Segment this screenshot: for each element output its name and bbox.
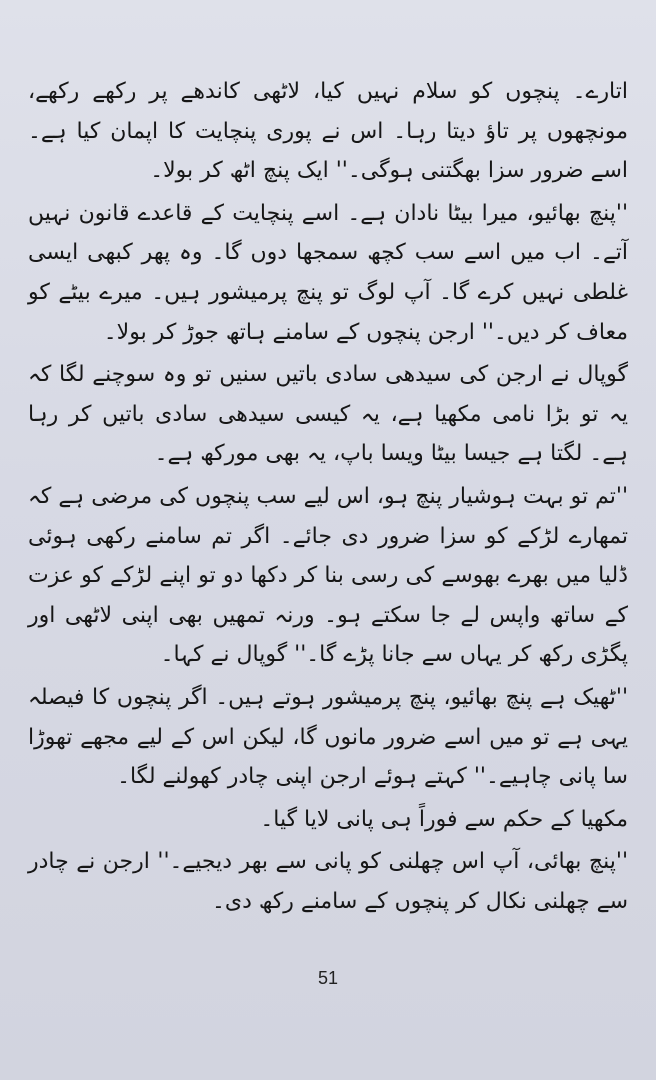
page-body-text: [28, 72, 628, 924]
paragraph: اتارے۔ پنچوں کو سلام نہیں کیا، لاٹھی کاندھے پر رکھے رکھے، مونچھوں پر تاؤ دیتا رہا۔ اس نے پوری پنچایت کا اپمان کیا ہے۔ اسے ضرور سزا بھگتنی ہوگی۔'' ایک پنچ اٹھ کر بولا۔: [28, 79, 628, 184]
page-number: 51: [317, 968, 339, 988]
paragraph: ''تم تو بہت ہوشیار پنچ ہو، اس لیے سب پنچوں کی مرضی ہے کہ تمھارے لڑکے کو سزا ضرور دی جائے۔ اگر تم سامنے رکھی ہوئی ڈلیا میں بھرے بھوسے کی رسی بنا کر دکھا دو تو اپنے لڑکے کو عزت کے ساتھ واپس لے جا سکتے ہو۔ ورنہ تمھیں بھی اپنی لاٹھی اور پگڑی رکھ کر یہاں سے جانا پڑے گا۔'' گوپال نے کہا۔: [28, 483, 628, 668]
paragraph: گوپال نے ارجن کی سیدھی سادی باتیں سنیں تو وہ سوچنے لگا کہ یہ تو بڑا نامی مکھیا ہے، یہ کیسی سیدھی سادی باتیں کر رہا ہے۔ لگتا ہے جیسا بیٹا ویسا باپ، یہ بھی مورکھ ہے۔: [28, 362, 628, 467]
paragraph: ''پنچ بھائیو، میرا بیٹا نادان ہے۔ اسے پنچایت کے قاعدے قانون نہیں آتے۔ اب میں اسے سب کچھ سمجھا دوں گا۔ وہ پھر کبھی ایسی غلطی نہیں کرے گا۔ آپ لوگ تو پنچ پرمیشور ہیں۔ میرے بیٹے کو معاف کر دیں۔'' ارجن پنچوں کے سامنے ہاتھ جوڑ کر بولا۔: [28, 200, 628, 345]
paragraph: ''ٹھیک ہے پنچ بھائیو، پنچ پرمیشور ہوتے ہیں۔ اگر پنچوں کا فیصلہ یہی ہے تو میں اسے ضرور مانوں گا، لیکن اس کے لیے مجھے تھوڑا سا پانی چاہیے۔'' کہتے ہوئے ارجن اپنی چادر کھولنے لگا۔: [28, 684, 628, 790]
paragraph: ''پنچ بھائی، آپ اس چھلنی کو پانی سے بھر دیجیے۔'' ارجن نے چادر سے چھلنی نکال کر پنچوں کے سامنے رکھ دی۔: [28, 849, 628, 914]
paragraph: مکھیا کے حکم سے فوراً ہی پانی لایا گیا۔: [260, 806, 628, 832]
